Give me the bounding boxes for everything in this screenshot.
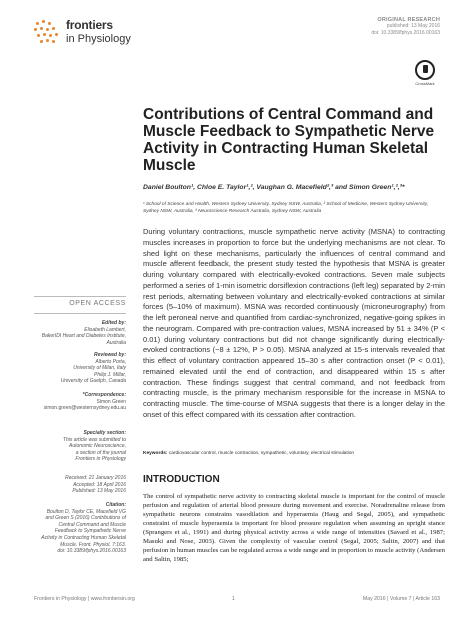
published-date-sidebar: Published: 13 May 2016: [72, 488, 126, 495]
frontiers-logo-icon: [34, 20, 62, 46]
abstract: During voluntary contractions, muscle sympathetic nerve activity (MSNA) to contracting muscles increases in proportion to force but the underlying mechanisms are not clear. To shed light on these mechanisms, particularly the influences of central command and muscle afferent feedback, the present study tested the hypothesis that MSNA is greater during voluntary compared with electrically-evoked contractions. Seven male subjects performed a series of 1-min isometric dorsiflexion contractions (left leg) separated by 2-min rest periods, alternating between voluntary and electrically-evoked contractions at similar forces (5–10% of maximum). MSNA was recorded continuously (microneurography) from the left peroneal nerve and quantified from cardiac-synchronized, negative-going spikes in the neurogram. Compared with pre-contraction values, MSNA increased by 51 ± 34% (P < 0.01) during voluntary contractions but did not change significantly during electrically-evoked contractions (−8 ± 12%, P > 0.05). MSNA analyzed at 15-s intervals revealed that this effect of voluntary contraction appeared 15–30 s after contraction onset (P < 0.01), remained elevated until the end of contraction, and disappeared within 15 s after contraction. These findings suggest that central command, and not feedback from contracting muscle, is the primary mechanism responsible for the increase in MSNA to contracting muscle. The time-course of MSNA suggests that there is a longer delay in the onset of this effect compared with its cessation after contraction.: [143, 227, 445, 419]
published-date: published: 13 May 2016: [386, 23, 440, 29]
reviewer-name: Alberto Porta,: [95, 358, 126, 365]
specialty-line: a section of the journal: [75, 449, 126, 456]
citation-line: Boulton D, Taylor CE, Macefield VG: [46, 508, 126, 515]
citation-line: Feedback to Sympathetic Nerve: [54, 528, 126, 535]
reviewer-affiliation: University of Milan, Italy: [73, 365, 126, 372]
section-heading-introduction: INTRODUCTION: [143, 474, 220, 485]
article-title: Contributions of Central Command and Muscle Feedback to Sympathetic Nerve Activity in Contracting Human Skeletal Muscle: [143, 106, 435, 174]
footer-page-number: 1: [232, 596, 235, 602]
reviewed-by-label: Reviewed by:: [94, 352, 126, 358]
citation-line: Central Command and Muscle: [58, 521, 126, 528]
crossmark-icon: [415, 60, 435, 80]
article-meta-header: [371, 17, 440, 37]
edited-by: [34, 320, 126, 346]
keywords-label: Keywords:: [143, 451, 168, 456]
corresponding-author: Simon Green: [96, 398, 126, 405]
brand-name: frontiers: [66, 18, 113, 32]
specialty-line: This article was submitted to: [62, 436, 126, 443]
journal-logo: [34, 16, 154, 50]
article-type: ORIGINAL RESEARCH: [377, 17, 440, 23]
editor-country: Australia: [106, 339, 126, 346]
crossmark-label: CrossMark: [415, 81, 435, 86]
doi[interactable]: doi: 10.3389/fphys.2016.00163: [371, 30, 440, 36]
citation-line: and Green S (2016) Contributions of: [45, 515, 126, 522]
citation-label: Citation:: [105, 502, 126, 508]
keywords-list: cardiovascular control, muscle contraction, sympathetic, voluntary, electrical stimulation: [168, 451, 355, 456]
reviewer-affiliation: University of Guelph, Canada: [60, 378, 126, 385]
correspondence: [34, 392, 126, 412]
article-dates: [34, 475, 126, 495]
crossmark-badge[interactable]: [413, 60, 437, 90]
footer-issue: May 2016 | Volume 7 | Article 163: [362, 596, 440, 602]
sidebar-divider: [34, 313, 126, 314]
specialty-label: Specialty section:: [83, 430, 126, 436]
footer-journal[interactable]: Frontiers in Physiology | www.frontiersin.org: [34, 596, 135, 602]
citation: [34, 502, 126, 555]
open-access-label: OPEN ACCESS: [69, 300, 126, 307]
affiliations: ¹ School of Science and Health, Western Sydney University, Sydney NSW, Australia, ² School of Medicine, Western Sydney University, Sydney NSW, Australia, ³ Neuroscience Research Australia, Sydney NSW, Australia: [143, 202, 429, 214]
received-date: Received: 21 January 2016: [65, 475, 126, 481]
reviewed-by: [34, 352, 126, 385]
citation-line: Muscle. Front. Physiol. 7:163.: [60, 541, 126, 548]
sidebar-divider: [34, 296, 126, 297]
authors: Daniel Boulton¹, Chloe E. Taylor¹,², Vaughan G. Macefield²,³ and Simon Green¹,²,³*: [143, 184, 405, 191]
editor-affiliation: BakerIDI Heart and Diabetes Institute,: [41, 333, 126, 340]
specialty-line: Autonomic Neuroscience,: [69, 443, 126, 450]
keywords: [143, 451, 445, 456]
specialty-section: [34, 430, 126, 463]
journal-name: in Physiology: [66, 33, 131, 45]
corresponding-email[interactable]: simon.green@westernsydney.edu.au: [43, 405, 126, 412]
reviewer-name: Philip J. Millar,: [94, 371, 126, 378]
citation-doi[interactable]: doi: 10.3389/fphys.2016.00163: [57, 548, 126, 555]
correspondence-label: *Correspondence:: [82, 392, 126, 398]
introduction-text: The control of sympathetic nerve activity to contracting skeletal muscle is important for the control of muscle perfusion and regulation of arterial blood pressure during movement and exercise. Noradrenaline release from sympathetic neurons constrains vasodilation and hyperaemia (Haug and Segal, 2005), and sympathetic constraint of muscle hyperaemia is important for blood pressure regulation when assuming an upright stance (Sprangers et al., 1991) and during physical activity across a wide range of intensities (Savard et al., 1987; Masuki and Nose, 2003). Given the complexity of vascular control (Segal, 2005; Saltin, 2007) and that perfusion in human muscles can be regulated across a wide range and in proportion to muscle activity (Andersen and Saltin, 1985;: [143, 493, 445, 564]
citation-line: Activity in Contracting Human Skeletal: [41, 534, 126, 541]
accepted-date: Accepted: 18 April 2016: [73, 481, 126, 488]
editor-name: Elisabeth Lambert,: [84, 326, 126, 333]
specialty-line: Frontiers in Physiology: [75, 456, 126, 463]
edited-by-label: Edited by:: [101, 320, 126, 326]
